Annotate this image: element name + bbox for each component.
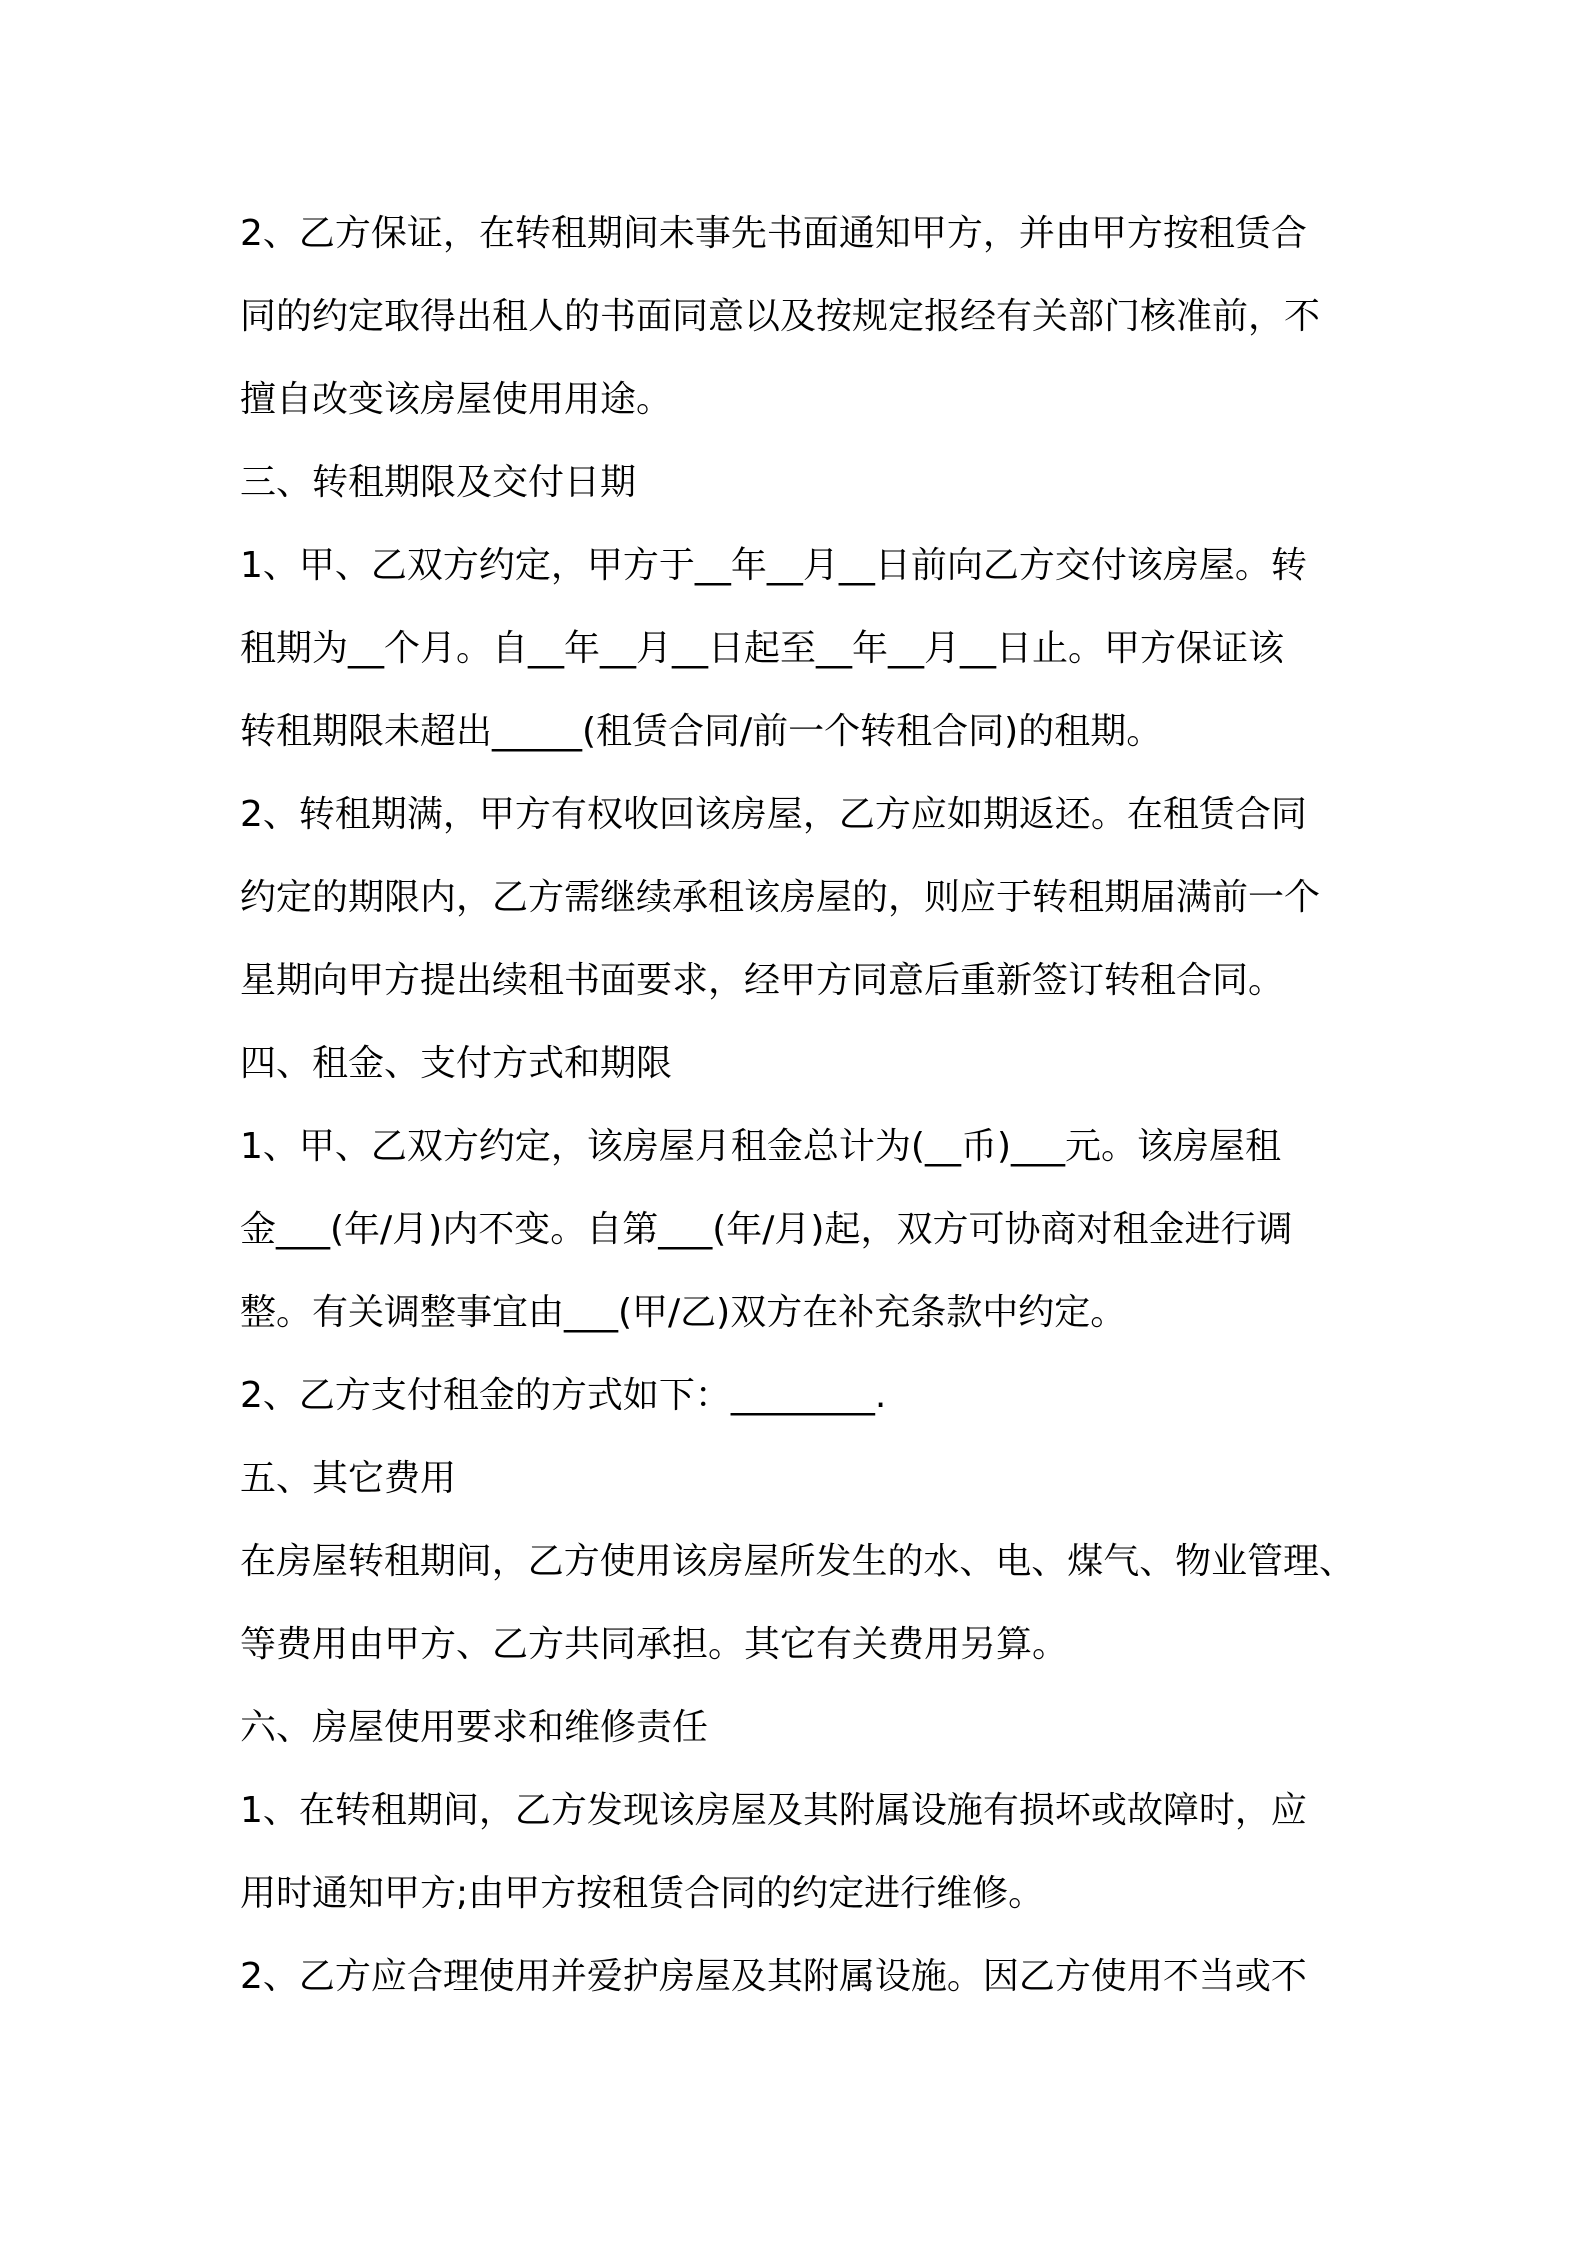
clause-1-damage-notice bbox=[240, 1769, 1355, 1935]
text-line: 同的约定取得出租人的书面同意以及按规定报经有关部门核准前，不 bbox=[240, 296, 1321, 337]
text-line: 1、在转租期间，乙方发现该房屋及其附属设施有损坏或故障时，应 bbox=[240, 1790, 1307, 1831]
section-heading-5 bbox=[240, 1437, 1355, 1520]
clause-2-payment-method bbox=[240, 1354, 1355, 1437]
clause-1-rent-amount bbox=[240, 1105, 1355, 1354]
heading-text: 六、房屋使用要求和维修责任 bbox=[240, 1707, 709, 1748]
text-line: 等费用由甲方、乙方共同承担。其它有关费用另算。 bbox=[240, 1624, 1069, 1665]
document-page bbox=[240, 192, 1355, 2018]
clause-other-fees bbox=[240, 1520, 1355, 1686]
clause-2-proper-use bbox=[240, 1935, 1355, 2018]
text-line: 在房屋转租期间，乙方使用该房屋所发生的水、电、煤气、物业管理、 bbox=[240, 1541, 1356, 1582]
clause-2-usage-guarantee bbox=[240, 192, 1355, 441]
text-line: 金___(年/月)内不变。自第___(年/月)起，双方可协商对租金进行调 bbox=[240, 1209, 1293, 1250]
heading-text: 五、其它费用 bbox=[240, 1458, 457, 1499]
section-heading-4 bbox=[240, 1022, 1355, 1105]
text-line: 整。有关调整事宜由___(甲/乙)双方在补充条款中约定。 bbox=[240, 1292, 1127, 1333]
text-line: 1、甲、乙双方约定，甲方于__年__月__日前向乙方交付该房屋。转 bbox=[240, 545, 1307, 586]
heading-text: 三、转租期限及交付日期 bbox=[240, 462, 637, 503]
text-line: 约定的期限内，乙方需继续承租该房屋的，则应于转租期届满前一个 bbox=[240, 877, 1321, 918]
text-line: 星期向甲方提出续租书面要求，经甲方同意后重新签订转租合同。 bbox=[240, 960, 1285, 1001]
heading-text: 四、租金、支付方式和期限 bbox=[240, 1043, 673, 1084]
section-heading-6 bbox=[240, 1686, 1355, 1769]
text-line: 租期为__个月。自__年__月__日起至__年__月__日止。甲方保证该 bbox=[240, 628, 1285, 669]
clause-2-term-expiry bbox=[240, 773, 1355, 1022]
text-line: 1、甲、乙双方约定，该房屋月租金总计为(__币)___元。该房屋租 bbox=[240, 1126, 1281, 1167]
text-line: 转租期限未超出_____(租赁合同/前一个转租合同)的租期。 bbox=[240, 711, 1163, 752]
section-heading-3 bbox=[240, 441, 1355, 524]
text-line: 2、转租期满，甲方有权收回该房屋，乙方应如期返还。在租赁合同 bbox=[240, 794, 1307, 835]
text-line: 用时通知甲方;由甲方按租赁合同的约定进行维修。 bbox=[240, 1873, 1045, 1914]
text-line: 2、乙方应合理使用并爱护房屋及其附属设施。因乙方使用不当或不 bbox=[240, 1956, 1307, 1997]
text-line: 2、乙方支付租金的方式如下：________. bbox=[240, 1375, 887, 1416]
text-line: 擅自改变该房屋使用用途。 bbox=[240, 379, 673, 420]
clause-1-sublease-term bbox=[240, 524, 1355, 773]
text-line: 2、乙方保证，在转租期间未事先书面通知甲方，并由甲方按租赁合 bbox=[240, 213, 1307, 254]
